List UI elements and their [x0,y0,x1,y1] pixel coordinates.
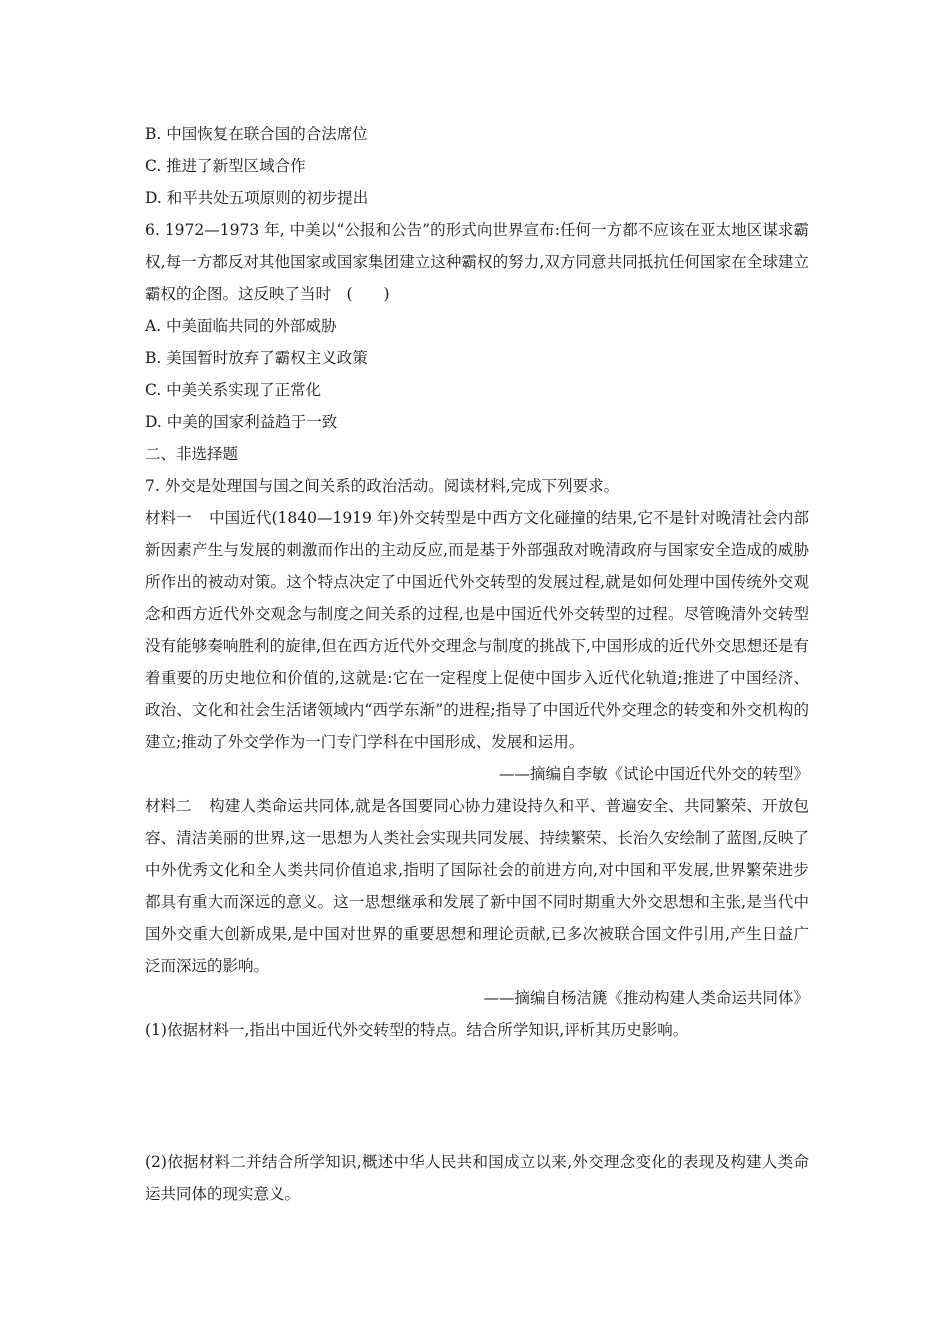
q6-option-c: C. 中美关系实现了正常化 [145,381,322,399]
q5-option-d: D. 和平共处五项原则的初步提出 [145,189,369,207]
q7-sub-question-2: (2)依据材料二并结合所学知识,概述中华人民共和国成立以来,外交理念变化的表现及构建人类命运共同体的现实意义。 [145,1153,809,1203]
material-2 [145,790,809,982]
q7-stem: 7. 外交是处理国与国之间关系的政治活动。阅读材料,完成下列要求。 [145,477,620,495]
material-1-label: 材料一 [145,509,192,527]
material-2-text: 构建人类命运共同体,就是各国要同心协力建设持久和平、普遍安全、共同繁荣、开放包容、清洁美丽的世界,这一思想为人类社会实现共同发展、持续繁荣、长治久安绘制了蓝图,反映了中外优秀文化和全人类共同价值追求,指明了国际社会的前进方向,对中国和平发展,世界繁荣进步都具有重大而深远的意义。这一思想继承和发展了新中国不同时期重大外交思想和主张,是当代中国外交重大创新成果,是中国对世界的重要思想和理论贡献,已多次被联合国文件引用,产生日益广泛而深远的影响。 [145,797,809,975]
q5-option-c: C. 推进了新型区域合作 [145,157,306,175]
q6-stem: 6. 1972—1973 年, 中美以“公报和公告”的形式向世界宣布:任何一方都不应该在亚太地区谋求霸权,每一方都反对其他国家或国家集团建立这种霸权的努力,双方同意共同抵抗任何国家在全球建立霸权的企图。这反映了当时 ( ) [145,221,809,303]
q6-option-d: D. 中美的国家利益趋于一致 [145,413,338,431]
answer-space-1 [145,1046,809,1146]
q6-option-a: A. 中美面临共同的外部威胁 [145,317,337,335]
q5-option-b: B. 中国恢复在联合国的合法席位 [145,125,368,143]
q6-option-b: B. 美国暂时放弃了霸权主义政策 [145,349,368,367]
material-1-text: 中国近代(1840—1919 年)外交转型是中西方文化碰撞的结果,它不是针对晚清社会内部新因素产生与发展的刺激而作出的主动反应,而是基于外部强敌对晚清政府与国家安全造成的威胁所作出的被动对策。这个特点决定了中国近代外交转型的发展过程,就是如何处理中国传统外交观念和西方近代外交观念与制度之间关系的过程,也是中国近代外交转型的过程。尽管晚清外交转型没有能够奏响胜利的旋律,但在西方近代外交理念与制度的挑战下,中国形成的近代外交思想还是有着重要的历史地位和价值的,这就是:它在一定程度上促使中国步入近代化轨道;推进了中国经济、政治、文化和社会生活诸领域内“西学东渐”的进程;指导了中国近代外交理念的转变和外交机构的建立;推动了外交学作为一门专门学科在中国形成、发展和运用。 [145,509,809,751]
document-content [145,118,809,1210]
material-1 [145,502,809,758]
material-2-source: ——摘编自杨洁篪《推动构建人类命运共同体》 [483,989,809,1007]
material-1-source: ——摘编自李敏《试论中国近代外交的转型》 [498,765,809,783]
material-2-label: 材料二 [145,797,192,815]
section-title: 二、非选择题 [145,445,239,463]
q7-sub-question-1: (1)依据材料一,指出中国近代外交转型的特点。结合所学知识,评析其历史影响。 [145,1021,689,1039]
